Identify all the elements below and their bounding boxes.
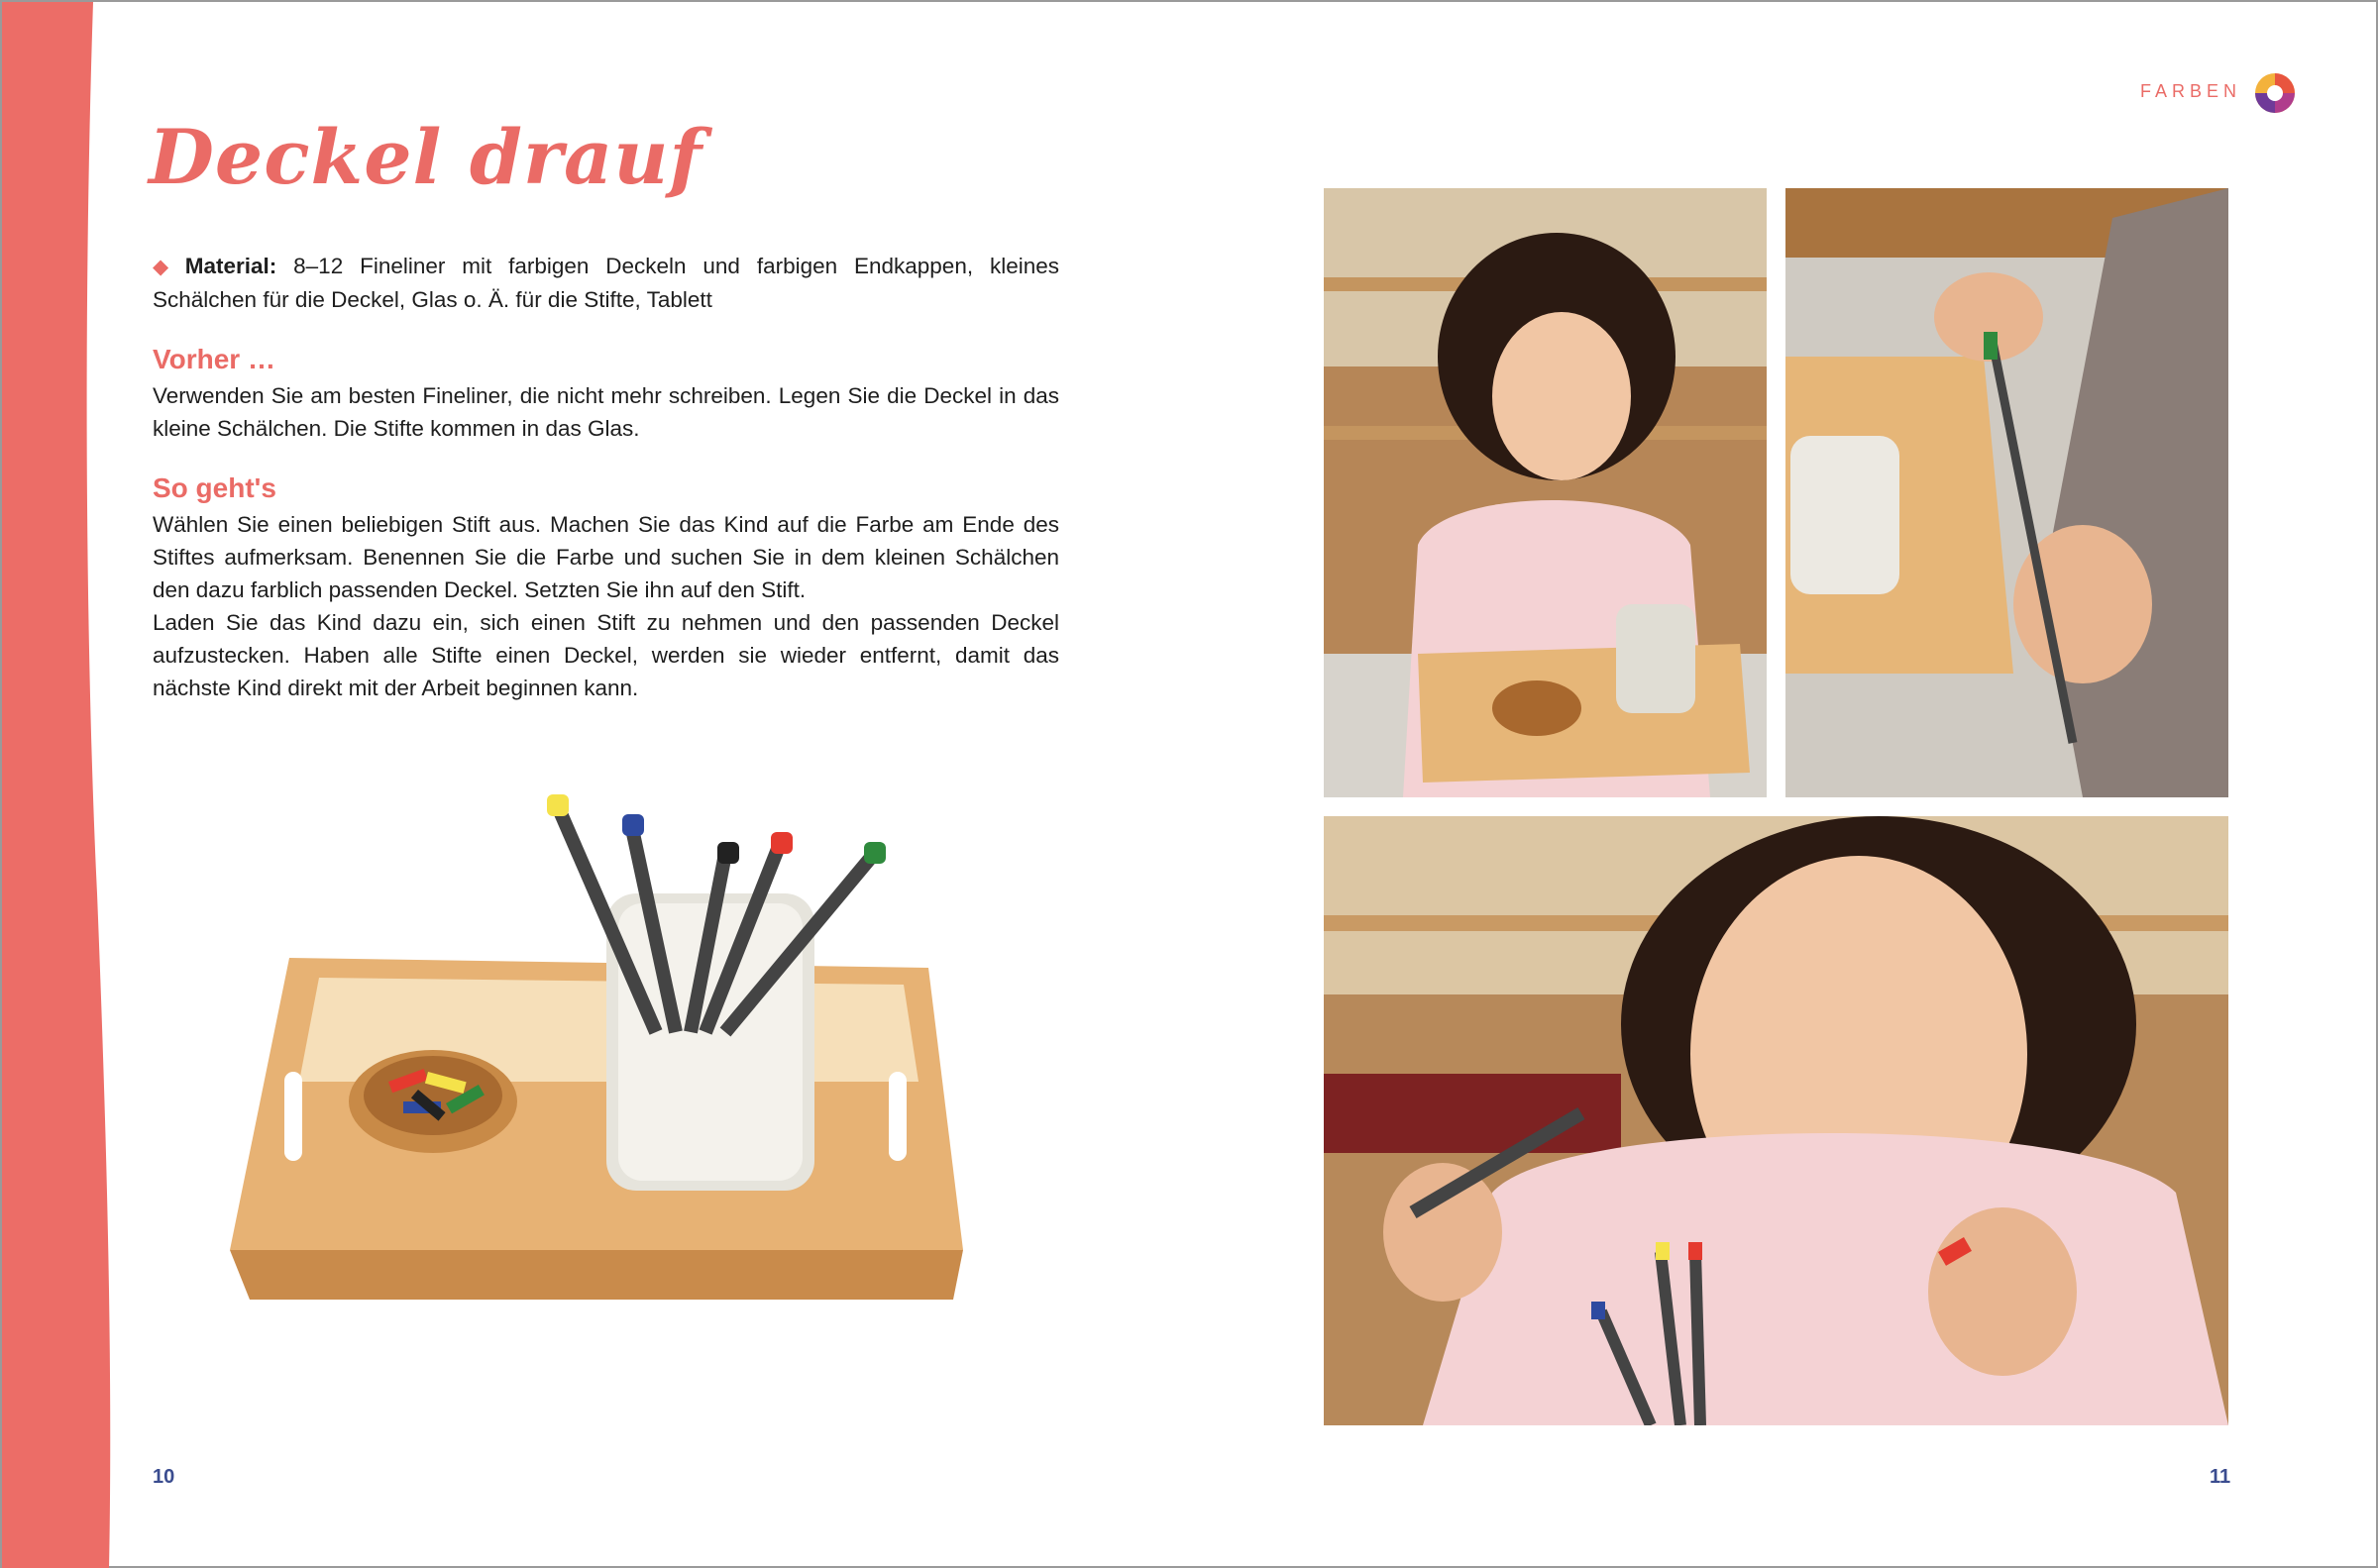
vorher-text: Verwenden Sie am besten Fineliner, die nicht mehr schreiben. Legen Sie die Deckel in das kleine Schälchen. Die Stifte kommen in das Glas.	[153, 383, 1059, 441]
so-gehts-heading: So geht's	[153, 472, 276, 503]
material-text: 8–12 Fineliner mit farbigen Deckeln und farbigen Endkappen, kleines Schälchen für die Deckel, Glas o. Ä. für die Stifte, Tablett	[153, 254, 1059, 312]
so-gehts-paragraph-2: Laden Sie das Kind dazu ein, sich einen Stift zu nehmen und den passenden Deckel aufzustecken. Haben alle Stifte einen Deckel, werden sie wieder entfernt, damit das nächste Kind direkt mit der Arbeit beginnen kann.	[153, 610, 1059, 700]
page-number-right: 11	[2210, 1466, 2231, 1488]
decorative-side-band	[2, 2, 121, 1568]
child-matching-caps-photo	[1324, 188, 1767, 797]
tray-materials-photo	[190, 784, 1018, 1319]
page-number-left: 10	[153, 1466, 175, 1488]
color-wheel-icon	[2253, 71, 2297, 115]
material-paragraph	[153, 250, 1059, 316]
section-label: FARBEN	[2140, 81, 2242, 101]
diamond-bullet-icon: ◆	[153, 256, 179, 278]
so-gehts-paragraph-1: Wählen Sie einen beliebigen Stift aus. Machen Sie das Kind auf die Farbe am Ende des Stiftes aufmerksam. Benennen Sie die Farbe und suchen Sie in dem kleinen Schälchen den dazu farblich passenden Deckel. Setzten Sie ihn auf den Stift.	[153, 512, 1059, 602]
hands-with-pens-photo	[1785, 188, 2228, 797]
instructions-text	[153, 250, 1059, 704]
material-label: Material:	[184, 254, 277, 278]
vorher-heading: Vorher …	[153, 344, 275, 374]
page-title: Deckel drauf	[149, 113, 703, 201]
child-closeup-photo	[1324, 816, 2228, 1425]
